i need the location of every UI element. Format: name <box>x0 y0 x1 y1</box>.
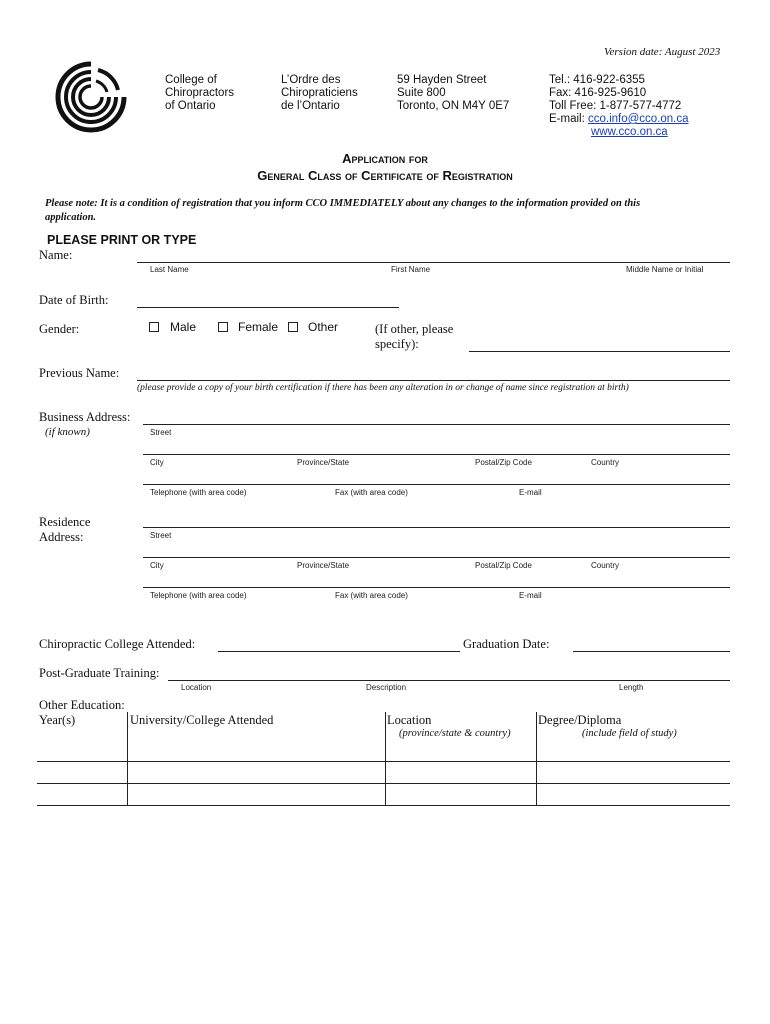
website-link[interactable]: www.cco.on.ca <box>591 126 668 138</box>
business-address-label: Business Address: <box>39 410 131 424</box>
dob-field[interactable] <box>137 307 399 308</box>
other-education-label: Other Education: <box>39 698 125 712</box>
street-caption: Street <box>150 428 172 437</box>
business-address-sub: (if known) <box>45 426 90 438</box>
telephone-caption: Telephone (with area code) <box>150 591 247 600</box>
name-label: Name: <box>39 248 73 262</box>
male-label: Male <box>170 320 197 334</box>
table-divider <box>127 712 128 805</box>
col-location-sub: (province/state & country) <box>399 728 511 739</box>
other-checkbox[interactable] <box>288 322 298 332</box>
col-degree-sub: (include field of study) <box>582 728 677 739</box>
name-field[interactable] <box>137 262 730 263</box>
other-label: Other <box>308 320 339 334</box>
college-label: Chiropractic College Attended: <box>39 637 196 651</box>
cco-logo <box>54 60 128 134</box>
table-row[interactable] <box>37 783 730 784</box>
fax-caption: Fax (with area code) <box>335 488 408 497</box>
residence-address-label: Residence Address: <box>39 515 91 544</box>
table-row[interactable] <box>37 805 730 806</box>
previous-name-note: (please provide a copy of your birth certification if there has been any alteration in or change of name since registration at birth) <box>137 383 629 393</box>
graduation-field[interactable] <box>573 651 730 652</box>
middle-name-caption: Middle Name or Initial <box>626 265 704 274</box>
last-name-caption: Last Name <box>150 265 189 274</box>
org-fax: Fax: 416-925-9610 <box>549 87 647 99</box>
if-other-note: (If other, please specify): <box>375 322 454 351</box>
version-date: Version date: August 2023 <box>604 46 721 58</box>
college-field[interactable] <box>218 651 460 652</box>
org-tollfree: Toll Free: 1-877-577-4772 <box>549 100 682 112</box>
print-heading: PLEASE PRINT OR TYPE <box>47 233 197 247</box>
org-email-row: E-mail: cco.info@cco.on.ca <box>549 113 689 125</box>
form-title-line2: General Class of Certificate of Registration <box>257 168 513 183</box>
length-caption: Length <box>619 683 644 692</box>
col-year-header: Year(s) <box>39 713 76 727</box>
street-caption: Street <box>150 531 172 540</box>
table-row[interactable] <box>37 761 730 762</box>
telephone-caption: Telephone (with area code) <box>150 488 247 497</box>
residence-street-field[interactable] <box>143 527 730 528</box>
previous-name-field[interactable] <box>137 380 730 381</box>
first-name-caption: First Name <box>391 265 431 274</box>
male-checkbox[interactable] <box>149 322 159 332</box>
city-caption: City <box>150 458 164 467</box>
province-caption: Province/State <box>297 561 350 570</box>
email-caption: E-mail <box>519 591 542 600</box>
notice-text: Please note: It is a condition of registration that you inform CCO IMMEDIATELY about any changes to the information provided on this application. <box>45 198 641 223</box>
col-degree-header: Degree/Diploma <box>538 713 622 727</box>
col-location-header: Location <box>387 713 432 727</box>
residence-phone-field[interactable] <box>143 587 730 588</box>
org-address: 59 Hayden Street Suite 800 Toronto, ON M4Y 0E7 <box>397 74 510 112</box>
gender-label: Gender: <box>39 322 80 336</box>
gender-specify-field[interactable] <box>469 351 730 352</box>
fax-caption: Fax (with area code) <box>335 591 408 600</box>
description-caption: Description <box>366 683 407 692</box>
org-name-fr: L’Ordre des Chiropraticiens de l’Ontario <box>281 74 358 112</box>
previous-name-label: Previous Name: <box>39 366 120 380</box>
country-caption: Country <box>591 458 620 467</box>
location-caption: Location <box>181 683 212 692</box>
country-caption: Country <box>591 561 620 570</box>
female-label: Female <box>238 320 279 334</box>
email-caption: E-mail <box>519 488 542 497</box>
postal-caption: Postal/Zip Code <box>475 458 532 467</box>
table-divider <box>536 712 537 805</box>
postgrad-label: Post-Graduate Training: <box>39 666 160 680</box>
business-street-field[interactable] <box>143 424 730 425</box>
col-university-header: University/College Attended <box>130 713 274 727</box>
residence-city-field[interactable] <box>143 557 730 558</box>
table-divider <box>385 712 386 805</box>
business-city-field[interactable] <box>143 454 730 455</box>
org-contact <box>549 74 689 139</box>
dob-label: Date of Birth: <box>39 293 109 307</box>
form-title-line1: Application for <box>342 151 428 166</box>
city-caption: City <box>150 561 164 570</box>
postal-caption: Postal/Zip Code <box>475 561 532 570</box>
email-link[interactable]: cco.info@cco.on.ca <box>587 113 689 125</box>
business-phone-field[interactable] <box>143 484 730 485</box>
female-checkbox[interactable] <box>218 322 228 332</box>
org-tel: Tel.: 416-922-6355 <box>549 74 645 86</box>
graduation-label: Graduation Date: <box>463 637 550 651</box>
postgrad-field[interactable] <box>168 680 730 681</box>
province-caption: Province/State <box>297 458 350 467</box>
org-name-en: College of Chiropractors of Ontario <box>165 74 235 112</box>
